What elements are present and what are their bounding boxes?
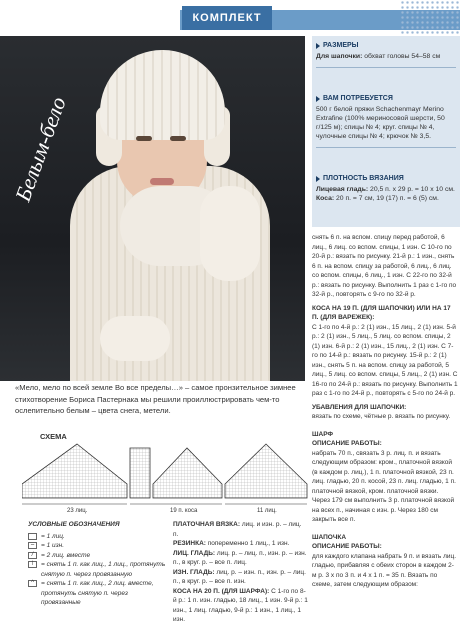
heading: ИЗН. ГЛАДЬ: xyxy=(173,568,215,576)
heading: ОПИСАНИЕ РАБОТЫ: xyxy=(312,440,382,447)
legend-item-text: = 2 лиц. вместе xyxy=(41,551,91,559)
sizes-section xyxy=(316,41,456,68)
paragraph: снять 6 п. на вспом. спицу перед работой, 6 лиц., 6 лиц. со вспом. спицы, 1 изн. С 10-го по 20-й р.: вязать по рисунку. 21-й р.: 1 изн., снять 6 п. на вспом. спицу за работой, 6 лиц., 6 лиц. со вспом. спицы, 6 лиц., 1 изн. С 22-го по 32-й р.: вязать по рисунку. Выполнить 1 раз с 1-го по 32-й р., повторять с 9-го по 32-й р. xyxy=(312,234,457,298)
paragraph: лиц. р. – лиц. п., изн. р. – изн. п., в круг. р. – все п. лиц. xyxy=(173,549,307,566)
schema-title: СХЕМА xyxy=(40,432,67,441)
knit-symbol-icon xyxy=(28,533,37,540)
stitch-garter xyxy=(173,520,308,539)
eye-right xyxy=(170,136,186,141)
legend xyxy=(28,520,168,608)
k2tog-symbol-icon: / xyxy=(28,552,37,559)
sk2p-symbol-icon: ^ xyxy=(28,580,37,587)
sizes-heading-text: РАЗМЕРЫ xyxy=(323,42,359,49)
heading-scarf: ШАРФ xyxy=(312,430,334,438)
instructions-right-column xyxy=(312,233,458,590)
mitten-left-illustration xyxy=(100,316,170,361)
heading: ПЛАТОЧНАЯ ВЯЗКА: xyxy=(173,521,241,528)
intro-quote: «Мело, мело по всей земле Во все пределы…» – самое пронзительное зимнее стихотворение Бориса Пастернака мы решили проиллюстрировать чем-то ослепительно белым – цвета снега, метели. xyxy=(15,383,296,415)
materials-heading xyxy=(316,94,456,103)
heading: РЕЗИНКА: xyxy=(173,540,206,547)
info-panel xyxy=(312,36,460,227)
heading: КОСА НА 19 П. (ДЛЯ ШАПОЧКИ) ИЛИ НА 17 П. (ДЛЯ ВАРЕЖЕК): xyxy=(312,304,451,321)
page-header xyxy=(0,0,460,36)
paragraph: С 1-го по 8-й р.: 1 п. изн. гладью, 18 лиц., 1 изн. 9-й р.: 1 изн., 1 лиц. гладью, 9-й р.: 1 изн., 1 лиц., 1 изн. xyxy=(173,587,308,623)
legend-item xyxy=(28,560,168,579)
gauge-text xyxy=(316,185,456,203)
gauge-label-cable: Коса: xyxy=(316,195,335,202)
heading: КОСА НА 20 П. (ДЛЯ ШАРФА): xyxy=(173,587,270,595)
sizes-text xyxy=(316,52,456,61)
chart-grid xyxy=(22,444,307,498)
heading: ЛИЦ. ГЛАДЬ: xyxy=(173,549,216,557)
triangle-bullet-icon xyxy=(316,43,320,49)
legend-item-text: = 1 лиц. xyxy=(41,532,65,540)
gauge-value-cable: 20 п. = 7 см, 19 (17) п. = 6 (5) см. xyxy=(336,195,439,202)
dim-middle: 19 п. коса xyxy=(170,508,198,514)
legend-item-text: = снять 1 п. как лиц., 2 лиц. вместе, протянуть снятую п. через провязанные xyxy=(41,580,154,606)
heading: УБАВЛЕНИЯ ДЛЯ ШАПОЧКИ: xyxy=(312,403,407,411)
divider xyxy=(316,147,456,148)
sizes-label: Для шапочки: xyxy=(316,53,363,60)
stitch-reverse-stockinette xyxy=(173,568,308,587)
mitten-right-illustration xyxy=(200,186,260,281)
heading: ОПИСАНИЕ РАБОТЫ: xyxy=(312,543,382,550)
header-dot-pattern xyxy=(400,0,460,36)
legend-item xyxy=(28,532,168,542)
legend-item-text: = снять 1 п. как лиц., 1 лиц., протянуть снятую п. через провязанную xyxy=(41,561,166,578)
legend-item xyxy=(28,551,168,561)
paragraph: вязать по схеме, чётные р. вязать по рисунку. xyxy=(312,413,451,420)
stitch-stockinette xyxy=(173,549,308,568)
paragraph: попеременно 1 лиц., 1 изн. xyxy=(207,540,290,547)
gauge-heading xyxy=(316,174,456,183)
paragraph: лиц. и изн. р. – лиц. п. xyxy=(173,521,302,538)
skp-symbol-icon: \ xyxy=(28,561,37,568)
hat-illustration xyxy=(100,50,225,140)
legend-item xyxy=(28,579,168,608)
gauge-section xyxy=(316,174,456,203)
paragraph: набрать 70 п., связать 3 р. лиц. п. и вязать следующим образом: кром., платочной вязкой (в каждом р. лиц.), 1 п. платочной вязкой, 23 п. лиц. гладью, 20 п. косой, 23 п. лиц. гладью, 1 п. платочной вязкой, кром. платочной вязки. Через 179 см выполнить 3 р. платочной вязкой на всех п., начиная с изн. р. Через 180 см закрыть все п. xyxy=(312,449,456,523)
sizes-heading xyxy=(316,41,456,50)
triangle-bullet-icon xyxy=(316,96,320,102)
model-photo xyxy=(0,36,305,381)
purl-symbol-icon: – xyxy=(28,542,37,549)
dim-right: 11 лиц. xyxy=(257,508,277,514)
paragraph: С 1-го по 4-й р.: 2 (1) изн., 15 лиц., 2 (1) изн. 5-й р.: 2 (1) изн., 5 лиц., 5 лиц. со вспом. спицы, 2 (1) изн. 6-й р.: 2 (1) изн., 15 лиц., 2 (1) изн. С 7-го по 14-й р.: вязать по рисунку. 15-й р.: 2 (1) изн., снять 5 п. на вспом. спицу за работой, 5 лиц., 5 лиц. со вспом. спицы, 5 лиц., 2 (1) изн. С 16-го по 24-й р.: вязать по рисунку. Выполнить 1 раз с 1-го по 24-й р., повторять с 5-го по 24-й р. xyxy=(312,323,458,397)
lips xyxy=(150,178,174,185)
stitch-cable-20 xyxy=(173,587,308,625)
legend-item xyxy=(28,541,168,551)
legend-item-text: = 1 изн. xyxy=(41,542,65,549)
triangle-bullet-icon xyxy=(316,176,320,182)
gauge-heading-text: ПЛОТНОСТЬ ВЯЗАНИЯ xyxy=(323,175,404,182)
section-label: КОМПЛЕКТ xyxy=(182,6,272,30)
dim-left: 23 лиц. xyxy=(67,508,88,514)
instructions-middle-column xyxy=(173,520,308,625)
stitch-rib xyxy=(173,539,308,549)
materials-text: 500 г белой пряжи Schachenmayr Merino Extrafine (100% мериносовой шерсти, 50 г/125 м); спицы № 4; круг. спицы № 4, чулочные спицы № 4; крючок № 3,5. xyxy=(316,106,445,140)
divider xyxy=(316,67,456,68)
eye-left xyxy=(136,136,152,141)
knitting-chart xyxy=(22,440,312,516)
materials-heading-text: ВАМ ПОТРЕБУЕТСЯ xyxy=(323,95,393,102)
legend-heading: УСЛОВНЫЕ ОБОЗНАЧЕНИЯ xyxy=(28,521,120,528)
gauge-label-stockinette: Лицевая гладь: xyxy=(316,186,369,193)
sizes-value: обхват головы 54–58 см xyxy=(364,53,441,60)
materials-section xyxy=(316,94,456,148)
paragraph: для каждого клапана набрать 9 п. и вязать лиц. гладью, прибавляя с обеих сторон в каждом 2-м р. 3 х по 3 п. и 4 х 1 п. = 35 п. Вязать по схеме, затем следующим образом: xyxy=(312,552,457,588)
vertical-title: Белым-бело xyxy=(10,93,71,205)
paragraph: лиц. р. – изн. п., изн. р. – лиц. п., в круг. р. – все п. изн. xyxy=(173,568,306,585)
gauge-value-stockinette: 20,5 п. х 29 р. = 10 х 10 см. xyxy=(370,186,455,193)
heading-hat: ШАПОЧКА xyxy=(312,533,347,541)
